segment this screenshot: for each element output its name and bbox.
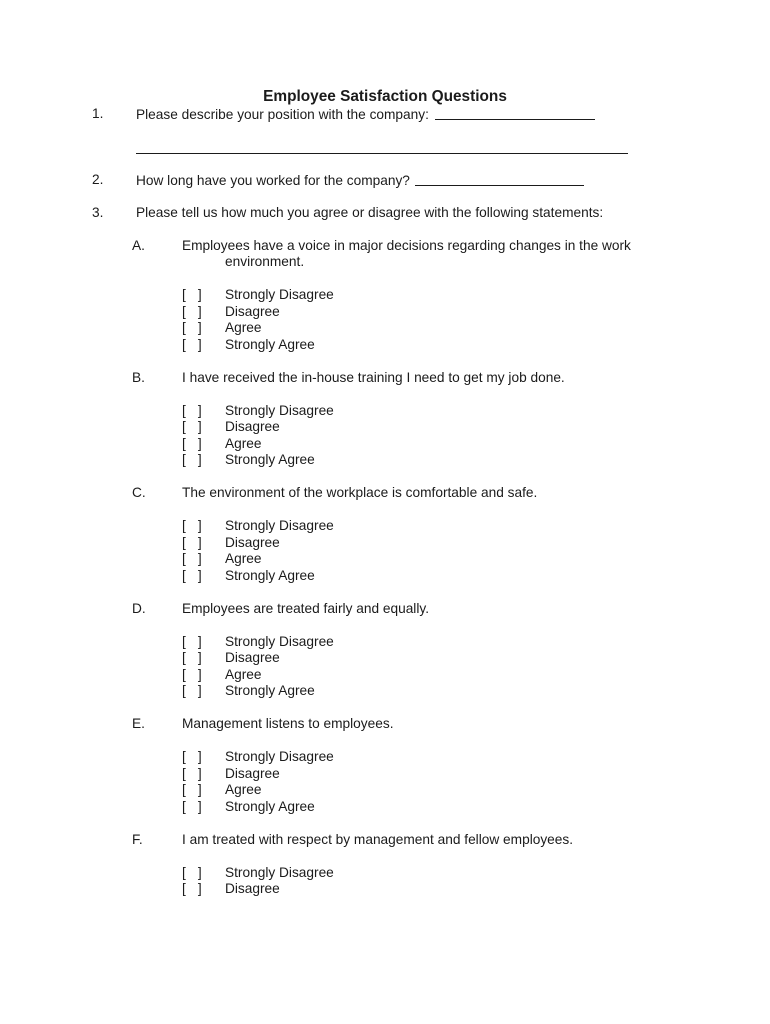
checkbox-B-agree[interactable]: [ ] [182, 435, 202, 451]
answer-blank-q1[interactable] [435, 107, 595, 120]
statement-E-letter: E. [132, 716, 145, 731]
statement-A-letter: A. [132, 237, 145, 253]
option-row-D-strongly-agree [0, 683, 770, 700]
statement-F-text: I am treated with respect by management and fellow employees. [182, 831, 574, 847]
checkbox-D-agree[interactable]: [ ] [182, 666, 202, 682]
statement-A-wrap [0, 254, 770, 271]
option-label: Agree [225, 320, 262, 335]
question-3-number: 3. [92, 204, 104, 220]
answer-blank-q2[interactable] [415, 173, 584, 186]
checkbox-F-disagree[interactable]: [ ] [182, 881, 202, 896]
statement-A-text-line2: environment. [225, 254, 305, 269]
statement-D [0, 601, 770, 618]
statement-C-letter: C. [132, 485, 146, 500]
option-row-E-disagree [0, 766, 770, 783]
question-2-number: 2. [92, 171, 104, 187]
document-title: Employee Satisfaction Questions [263, 88, 507, 105]
checkbox-A-strongly-agree[interactable]: [ ] [182, 336, 202, 352]
option-row-C-disagree [0, 535, 770, 552]
question-1-text: Please describe your position with the company: [136, 106, 595, 124]
option-row-C-agree [0, 551, 770, 568]
statement-D-letter: D. [132, 600, 146, 616]
option-row-A-agree [0, 320, 770, 337]
answer-blank-q1-line2[interactable] [136, 139, 628, 154]
checkbox-D-strongly-agree[interactable]: [ ] [182, 683, 202, 698]
option-row-D-disagree [0, 650, 770, 667]
option-label: Strongly Agree [225, 798, 315, 814]
checkbox-C-agree[interactable]: [ ] [182, 551, 202, 566]
checkbox-A-disagree[interactable]: [ ] [182, 303, 202, 319]
checkbox-E-disagree[interactable]: [ ] [182, 765, 202, 781]
statement-D-text: Employees are treated fairly and equally. [182, 600, 430, 616]
question-1-number: 1. [92, 105, 104, 121]
option-label: Strongly Disagree [225, 402, 334, 418]
answer-line-q1-continuation [0, 139, 770, 156]
option-label: Strongly Agree [225, 683, 315, 698]
question-3 [0, 205, 770, 222]
option-row-E-strongly-disagree [0, 749, 770, 766]
option-label: Disagree [225, 765, 280, 781]
option-label: Strongly Agree [225, 567, 315, 583]
question-1 [0, 106, 770, 123]
option-row-C-strongly-agree [0, 568, 770, 585]
option-row-B-disagree [0, 419, 770, 436]
checkbox-C-disagree[interactable]: [ ] [182, 534, 202, 550]
checkbox-D-disagree[interactable]: [ ] [182, 650, 202, 665]
option-row-E-agree [0, 782, 770, 799]
statement-C-text: The environment of the workplace is comfortable and safe. [182, 485, 538, 500]
question-2 [0, 172, 770, 189]
option-label: Strongly Disagree [225, 749, 334, 764]
option-row-B-agree [0, 436, 770, 453]
statement-A [0, 238, 770, 255]
option-label: Agree [225, 551, 262, 566]
option-row-E-strongly-agree [0, 799, 770, 816]
option-row-B-strongly-agree [0, 452, 770, 469]
option-row-A-disagree [0, 304, 770, 321]
checkbox-B-disagree[interactable]: [ ] [182, 419, 202, 434]
checkbox-E-strongly-agree[interactable]: [ ] [182, 798, 202, 814]
option-row-D-strongly-disagree [0, 634, 770, 651]
option-label: Disagree [225, 303, 280, 319]
option-label: Agree [225, 666, 262, 682]
option-row-F-strongly-disagree [0, 865, 770, 882]
option-row-A-strongly-agree [0, 337, 770, 354]
option-row-B-strongly-disagree [0, 403, 770, 420]
statement-E [0, 716, 770, 733]
option-label: Disagree [225, 419, 280, 434]
statement-B [0, 370, 770, 387]
statement-F-letter: F. [132, 831, 143, 847]
checkbox-C-strongly-agree[interactable]: [ ] [182, 567, 202, 583]
checkbox-D-strongly-disagree[interactable]: [ ] [182, 633, 202, 649]
question-3-text: Please tell us how much you agree or disagree with the following statements: [136, 204, 604, 220]
option-label: Strongly Agree [225, 452, 315, 467]
option-label: Disagree [225, 881, 280, 896]
option-label: Agree [225, 435, 262, 451]
statement-C [0, 485, 770, 502]
checkbox-B-strongly-agree[interactable]: [ ] [182, 452, 202, 467]
checkbox-F-strongly-disagree[interactable]: [ ] [182, 864, 202, 880]
checkbox-A-strongly-disagree[interactable]: [ ] [182, 287, 202, 302]
option-row-C-strongly-disagree [0, 518, 770, 535]
statement-E-text: Management listens to employees. [182, 716, 394, 731]
option-row-A-strongly-disagree [0, 287, 770, 304]
option-label: Strongly Disagree [225, 518, 334, 533]
statement-B-text: I have received the in-house training I need to get my job done. [182, 369, 565, 385]
option-label: Disagree [225, 534, 280, 550]
option-label: Agree [225, 782, 262, 797]
statement-F [0, 832, 770, 849]
checkbox-E-agree[interactable]: [ ] [182, 782, 202, 797]
checkbox-A-agree[interactable]: [ ] [182, 320, 202, 335]
option-label: Strongly Disagree [225, 864, 334, 880]
option-row-F-disagree [0, 881, 770, 898]
statement-B-letter: B. [132, 369, 145, 385]
checkbox-C-strongly-disagree[interactable]: [ ] [182, 518, 202, 533]
option-row-D-agree [0, 667, 770, 684]
option-label: Strongly Disagree [225, 633, 334, 649]
checkbox-E-strongly-disagree[interactable]: [ ] [182, 749, 202, 764]
statement-A-text-line1: Employees have a voice in major decisions regarding changes in the work [182, 237, 631, 253]
option-label: Strongly Agree [225, 336, 315, 352]
option-label: Disagree [225, 650, 280, 665]
question-2-text: How long have you worked for the company? [136, 172, 584, 190]
checkbox-B-strongly-disagree[interactable]: [ ] [182, 402, 202, 418]
option-label: Strongly Disagree [225, 287, 334, 302]
